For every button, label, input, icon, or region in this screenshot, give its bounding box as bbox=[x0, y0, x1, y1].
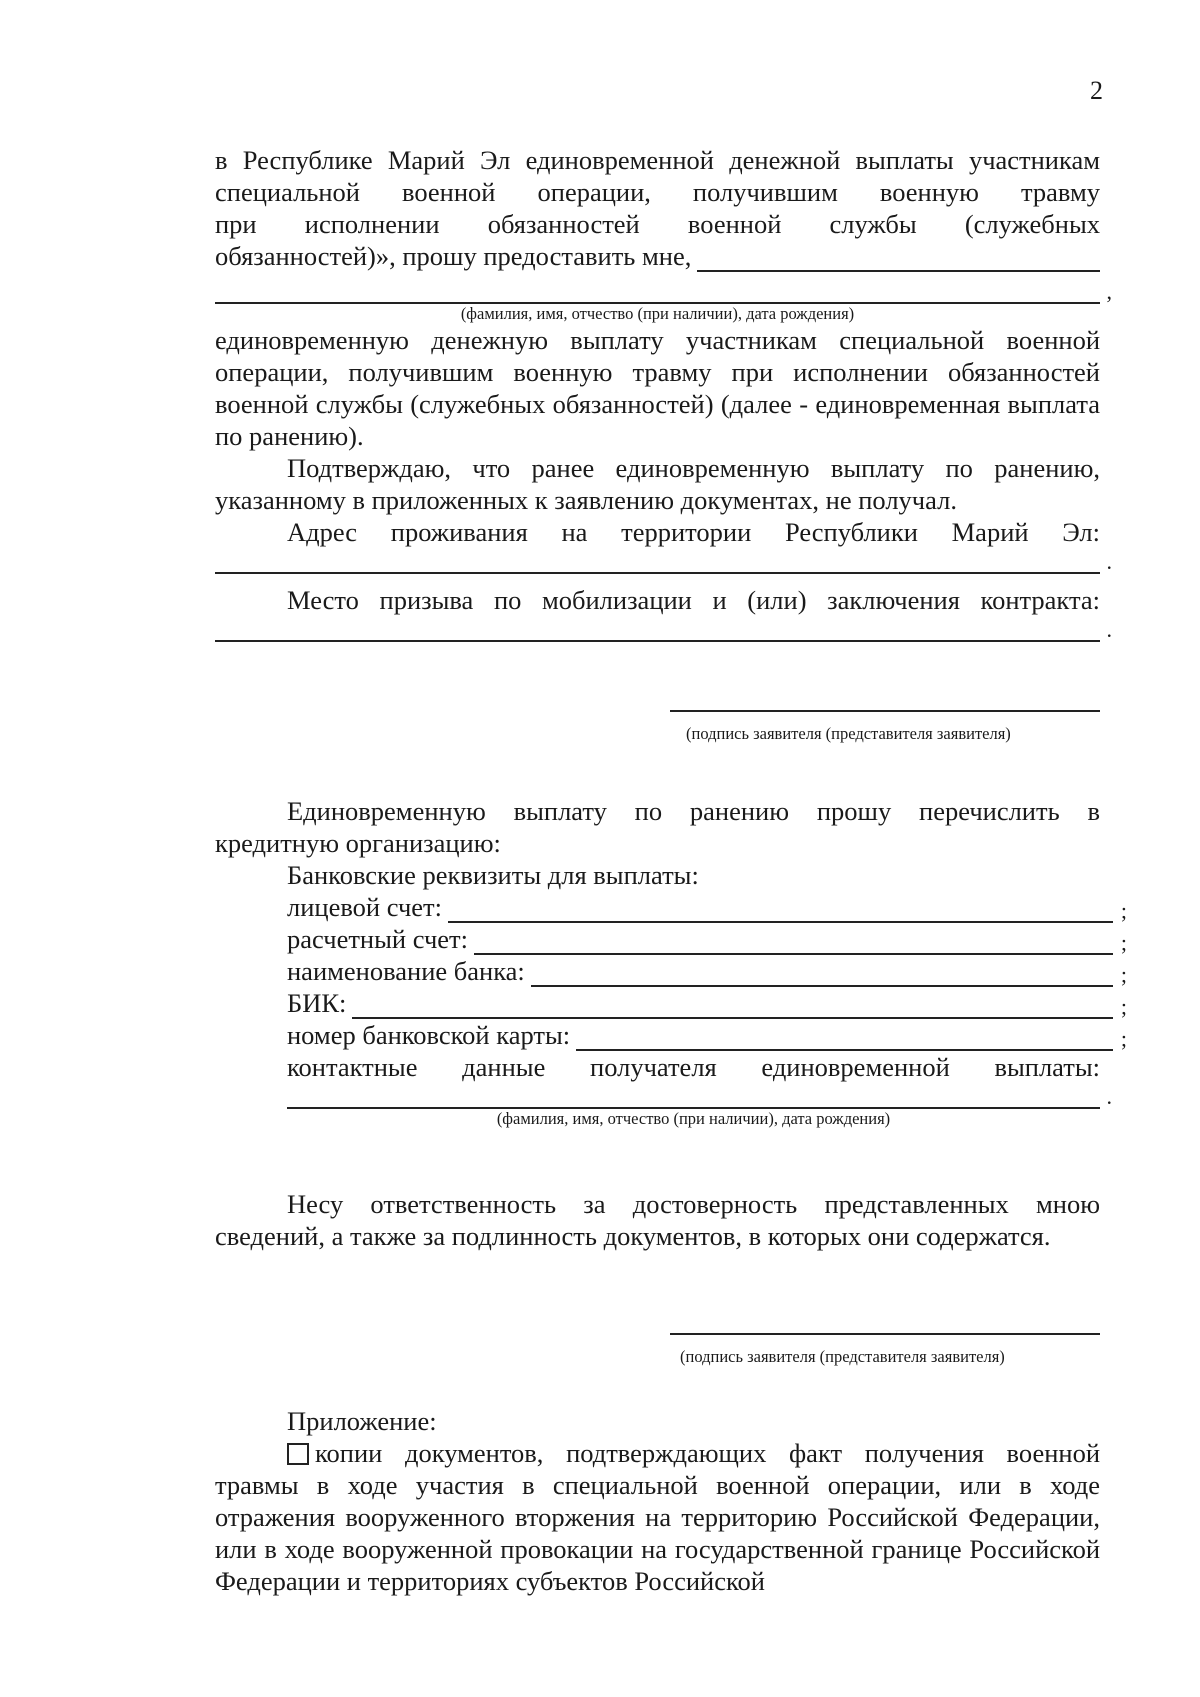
name-caption: (фамилия, имя, отчество (при наличии), дата рождения) bbox=[460, 304, 855, 323]
personal-account-row: лицевой счет: ; bbox=[287, 892, 1127, 923]
attachment-block bbox=[215, 1405, 1100, 1597]
intro-line-2: специальной военной операции, получившим военную травму bbox=[215, 177, 1100, 207]
intro-last-row bbox=[215, 240, 1100, 272]
intro-last-line: обязанностей)», прошу предоставить мне, bbox=[215, 241, 692, 271]
bank-heading: Банковские реквизиты для выплаты: bbox=[287, 860, 699, 890]
signature-line-2[interactable] bbox=[670, 1333, 1100, 1335]
personal-account-input[interactable] bbox=[448, 899, 1113, 923]
signature-line-1[interactable] bbox=[670, 710, 1100, 712]
bank-block bbox=[215, 795, 1127, 1129]
attachment-heading: Приложение: bbox=[287, 1406, 437, 1436]
page-number: 2 bbox=[1090, 76, 1103, 105]
card-number-row: номер банковской карты: ; bbox=[287, 1020, 1127, 1051]
para-confirm: Подтверждаю, что ранее единовременную выплату по ранению, указанному в приложенных к заявлению документах, не получал. bbox=[215, 453, 1100, 515]
conscription-label: Место призыва по мобилизации и (или) заключения контракта: bbox=[287, 585, 1100, 615]
bank-name-label: наименование банка: bbox=[287, 956, 525, 986]
card-number-label: номер банковской карты: bbox=[287, 1020, 571, 1050]
bik-label: БИК: bbox=[287, 988, 347, 1018]
address-label: Адрес проживания на территории Республики Марий Эл: bbox=[287, 517, 1100, 547]
contact-caption: (фамилия, имя, отчество (при наличии), дата рождения) bbox=[496, 1109, 891, 1128]
contact-label: контактные данные получателя единовременной выплаты: bbox=[287, 1052, 1100, 1082]
conscription-blank[interactable]: . bbox=[215, 616, 1100, 642]
intro-line-3: при исполнении обязанностей военной службы (служебных bbox=[215, 209, 1100, 239]
responsibility-block bbox=[215, 1188, 1100, 1252]
name-blank-full[interactable]: , bbox=[215, 272, 1100, 304]
signature-caption-2: (подпись заявителя (представителя заявителя) bbox=[680, 1347, 1005, 1366]
card-number-input[interactable] bbox=[576, 1027, 1113, 1051]
bank-name-input[interactable] bbox=[531, 963, 1113, 987]
settlement-account-label: расчетный счет: bbox=[287, 924, 468, 954]
attachment-item-text: копии документов, подтверждающих факт получения военной травмы в ходе участия в специальной военной операции, или в ходе отражения вооруженного вторжения на территорию Российской Федерации, или в ходе вооруженной провокации на государственной границе Российской Федерации и территориях субъектов Российской bbox=[215, 1438, 1100, 1596]
intro-block bbox=[215, 144, 1112, 642]
personal-account-label: лицевой счет: bbox=[287, 892, 443, 922]
transfer-text: Единовременную выплату по ранению прошу перечислить в кредитную организацию: bbox=[215, 796, 1100, 858]
bik-input[interactable] bbox=[352, 995, 1113, 1019]
contact-blank[interactable]: . bbox=[287, 1083, 1100, 1109]
bik-row: БИК: ; bbox=[287, 988, 1127, 1019]
address-blank[interactable]: . bbox=[215, 548, 1100, 574]
settlement-account-row: расчетный счет: ; bbox=[287, 924, 1127, 955]
signature-caption-1: (подпись заявителя (представителя заявителя) bbox=[686, 724, 1011, 743]
intro-line-1: в Республике Марий Эл единовременной денежной выплаты участникам bbox=[215, 145, 1100, 175]
para-payment: единовременную денежную выплату участникам специальной военной операции, получившим военную травму при исполнении обязанностей военной службы (служебных обязанностей) (далее - единовременная выплата по ранению). bbox=[215, 325, 1100, 451]
name-blank-inline[interactable] bbox=[697, 246, 1100, 272]
attachment-checkbox[interactable] bbox=[287, 1443, 309, 1465]
bank-name-row: наименование банка: ; bbox=[287, 956, 1127, 987]
responsibility-text: Несу ответственность за достоверность представленных мною сведений, а также за подлинность документов, в которых они содержатся. bbox=[215, 1189, 1100, 1251]
attachment-item bbox=[215, 1437, 1100, 1597]
settlement-account-input[interactable] bbox=[474, 931, 1113, 955]
